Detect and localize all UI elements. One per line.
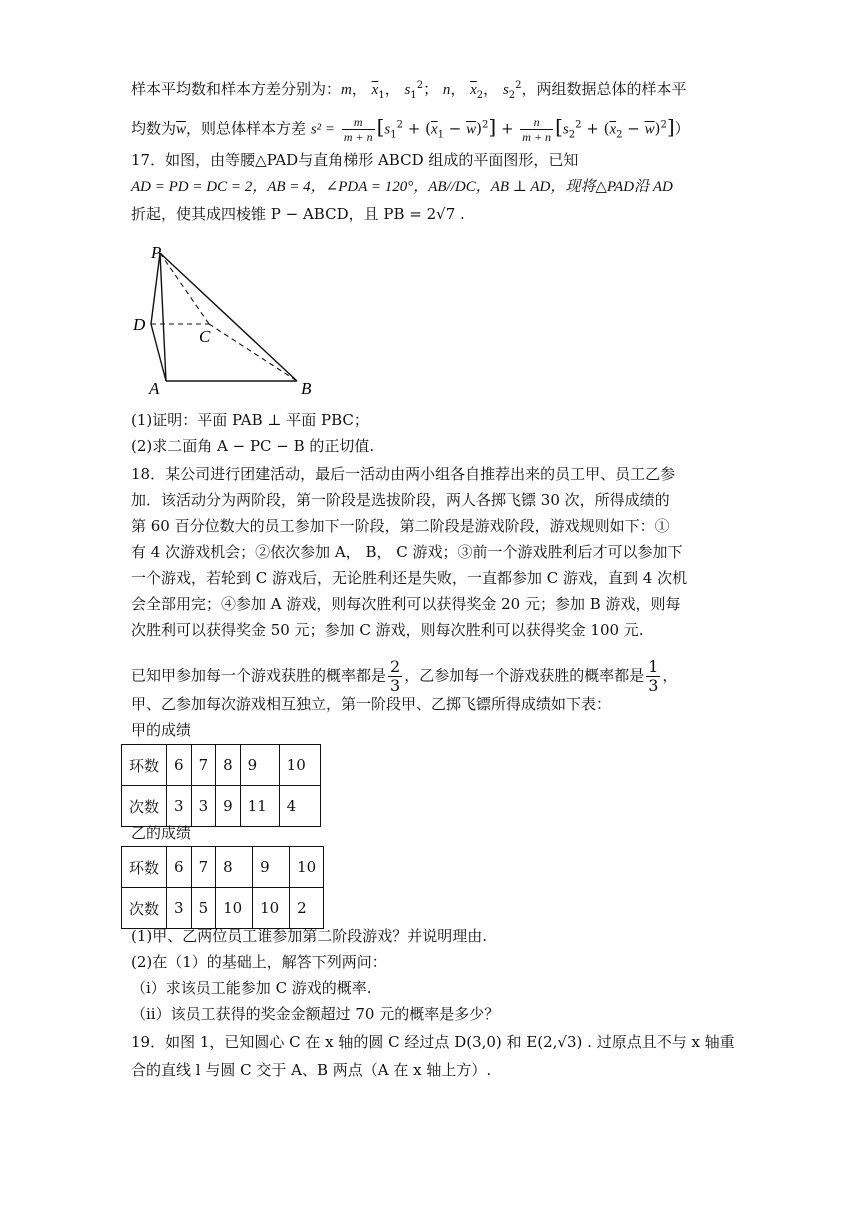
fraction-numerator: 1 xyxy=(648,657,659,676)
q17-stem-line-2 xyxy=(131,176,673,197)
jia-score-table xyxy=(121,744,321,827)
q17-text: AD = PD = DC = 2，AB = 4，∠PDA = 120°，AB//DC，AB ⊥ AD，现将△PAD沿 AD xyxy=(131,179,673,195)
label-B: B xyxy=(301,379,312,398)
table-cell: 3 xyxy=(167,888,192,929)
q18-text: 有 4 次游戏机会；②依次参加 A， B， C 游戏；③前一个游戏胜利后才可以参加下 xyxy=(131,543,683,561)
q18-stem-line-6 xyxy=(131,594,681,614)
q17-part2-text: (2)求二面角 A − PC − B 的正切值. xyxy=(131,437,375,455)
table-cell: 6 xyxy=(167,745,192,786)
question-number: 17． xyxy=(131,151,166,169)
table-cell: 次数 xyxy=(122,786,167,827)
formula-lhs: s² = xyxy=(310,121,336,138)
q18-sub2-text: （ii）该员工获得的奖金金额超过 70 元的概率是多少？ xyxy=(131,1005,500,1023)
fraction-denominator: 3 xyxy=(648,676,659,695)
table-cell: 9 xyxy=(253,847,290,888)
q18-stem-line-5 xyxy=(131,568,687,588)
q17-text: 折起，使其成四棱锥 P − ABCD，且 PB = 2√7 . xyxy=(131,205,465,223)
q18-text: 加．该活动分为两阶段，第一阶段是选拔阶段，两人各掷飞镖 30 次，所得成绩的 xyxy=(131,491,670,509)
table-cell: 11 xyxy=(240,786,279,827)
q18-part1-text: (1)甲、乙两位员工谁参加第二阶段游戏？并说明理由. xyxy=(131,927,488,945)
q16-text: ，两组数据总体的样本平 xyxy=(521,80,687,98)
q19-text: 合的直线 l 与圆 C 交于 A、B 两点（A 在 x 轴上方）. xyxy=(131,1061,492,1079)
q18-text: 次胜利可以获得奖金 50 元；参加 C 游戏，则每次胜利可以获得奖金 100 元. xyxy=(131,621,644,639)
fraction-numerator: 2 xyxy=(390,657,401,676)
q18-text: 甲、乙参加每次游戏相互独立，第一阶段甲、乙掷飞镖所得成绩如下表： xyxy=(131,695,612,713)
q18-sub1-text: （i）求该员工能参加 C 游戏的概率. xyxy=(131,979,372,997)
edge-PC-hidden xyxy=(160,253,209,324)
q18-part-1 xyxy=(131,926,487,946)
table-row xyxy=(122,786,321,827)
q18-text: 已知甲参加每一个游戏获胜的概率都是 xyxy=(131,666,387,685)
q18-text: ，乙参加每一个游戏获胜的概率都是 xyxy=(404,666,645,685)
question-number: 19． xyxy=(131,1033,166,1051)
table-cell: 9 xyxy=(240,745,279,786)
table-cell: 7 xyxy=(191,847,216,888)
table-cell: 3 xyxy=(191,786,216,827)
q17-stem-line-3 xyxy=(131,204,465,224)
q18-stem-line-3 xyxy=(131,516,670,536)
q18-part-2 xyxy=(131,952,387,972)
q19-text: 如图 1，已知圆心 C 在 x 轴的圆 C 经过点 D(3,0) 和 E(2,√3) . 过原点且不与 x 轴重 xyxy=(165,1033,735,1051)
table-cell: 10 xyxy=(279,745,320,786)
q18-part2-text: (2)在（1）的基础上，解答下列两问： xyxy=(131,953,387,971)
yi-caption xyxy=(131,823,191,843)
pyramid-figure xyxy=(131,236,331,401)
table-cell: 环数 xyxy=(122,847,167,888)
table-cell: 次数 xyxy=(122,888,167,929)
q17-part-2 xyxy=(131,436,374,456)
q18-independence-line xyxy=(131,694,611,714)
table-cell: 4 xyxy=(279,786,320,827)
var-s2: s xyxy=(502,82,509,98)
table-cell: 10 xyxy=(290,847,324,888)
q18-stem-line-1 xyxy=(131,464,675,484)
jia-caption xyxy=(131,720,191,740)
table-cell: 5 xyxy=(191,888,216,929)
q18-stem-line-4 xyxy=(131,542,683,562)
edge-PD xyxy=(151,253,160,324)
table-cell: 8 xyxy=(216,745,241,786)
table-cell: 10 xyxy=(216,888,253,929)
q18-sub-1 xyxy=(131,978,372,998)
table-row xyxy=(122,847,324,888)
fraction-denominator: 3 xyxy=(390,676,401,695)
label-A: A xyxy=(149,379,160,398)
table-row xyxy=(122,745,321,786)
label-C: C xyxy=(199,327,211,346)
table-cell: 9 xyxy=(216,786,241,827)
table-cell: 2 xyxy=(290,888,324,929)
q18-sub-2 xyxy=(131,1004,499,1024)
table-cell: 10 xyxy=(253,888,290,929)
table-row xyxy=(122,888,324,929)
table-cell: 8 xyxy=(216,847,253,888)
var-w-bar: $\overline{w}$ xyxy=(176,121,187,138)
fraction-yi-win xyxy=(646,658,660,695)
q18-stem-line-7 xyxy=(131,620,644,640)
q16-text: ） xyxy=(674,119,690,138)
label-P: P xyxy=(151,243,162,262)
fraction-jia-win xyxy=(388,658,402,695)
table-cell: 6 xyxy=(167,847,192,888)
table-caption: 乙的成绩 xyxy=(131,824,192,842)
q18-text: 第 60 百分位数大的员工参加下一阶段，第二阶段是游戏阶段，游戏规则如下：① xyxy=(131,517,670,535)
q17-part-1 xyxy=(131,410,369,430)
question-number: 18． xyxy=(131,465,166,483)
q18-text: 某公司进行团建活动，最后一活动由两小组各自推荐出来的员工甲、员工乙参 xyxy=(165,465,676,483)
var-n: n xyxy=(442,82,451,98)
var-m: m xyxy=(341,82,352,98)
label-D: D xyxy=(133,315,146,334)
q18-text: 一个游戏，若轮到 C 游戏后，无论胜利还是失败，一直都参加 C 游戏，直到 4 次机 xyxy=(131,569,688,587)
q17-part1-text: (1)证明：平面 PAB ⊥ 平面 PBC； xyxy=(131,411,369,429)
q18-text: 会全部用完；④参加 A 游戏，则每次胜利可以获得奖金 20 元；参加 B 游戏，则每 xyxy=(131,595,681,613)
q19-stem-line-1 xyxy=(131,1032,735,1052)
var-s1: s xyxy=(404,82,411,98)
q18-stem-line-2 xyxy=(131,490,670,510)
q19-stem-line-2 xyxy=(131,1060,491,1080)
table-cell: 3 xyxy=(167,786,192,827)
edge-CB-hidden xyxy=(209,324,297,381)
q16-text: 均数为 xyxy=(131,119,177,138)
table-cell: 环数 xyxy=(122,745,167,786)
table-cell: 7 xyxy=(191,745,216,786)
q18-probability-line xyxy=(131,658,677,695)
q17-text: 如图，由等腰△PAD与直角梯形 ABCD 组成的平面图形，已知 xyxy=(165,151,579,169)
q18-text: ， xyxy=(662,666,678,685)
q16-variance-line-1: 样本平均数和样本方差分别为：m， $\overline{x}_1$， $s_1^2$； n， $\overline{x}_2$， $s_2^2$，两组数据总体的样本平 xyxy=(131,80,687,101)
yi-score-table xyxy=(121,846,324,929)
var-x1-bar: $\overline{x}$ xyxy=(371,82,379,98)
table-caption: 甲的成绩 xyxy=(131,721,192,739)
var-x2-bar: $\overline{x}$ xyxy=(470,82,477,98)
fraction-n-over-m-plus-n: $\frac{n}{m + n}$ xyxy=(522,115,552,144)
q17-stem-line-1 xyxy=(131,150,578,170)
fraction-m-over-m-plus-n: $\frac{m}{m + n}$ xyxy=(343,115,373,144)
q16-text: ，则总体样本方差 xyxy=(186,119,307,138)
q16-variance-formula: 均数为$\overline{w}$，则总体样本方差 s² = $\frac{m}{m + n}$ $[s_1^2 + (\overline{x}_1 - \overline{w})^2]$ + $\frac{n}{m + n}$ $[s_2^2 + (\overline{x}_2 - \overline{w})^2]$） xyxy=(131,114,690,144)
q16-text: 样本平均数和样本方差分别为： xyxy=(131,80,342,98)
edge-PB xyxy=(160,253,297,381)
